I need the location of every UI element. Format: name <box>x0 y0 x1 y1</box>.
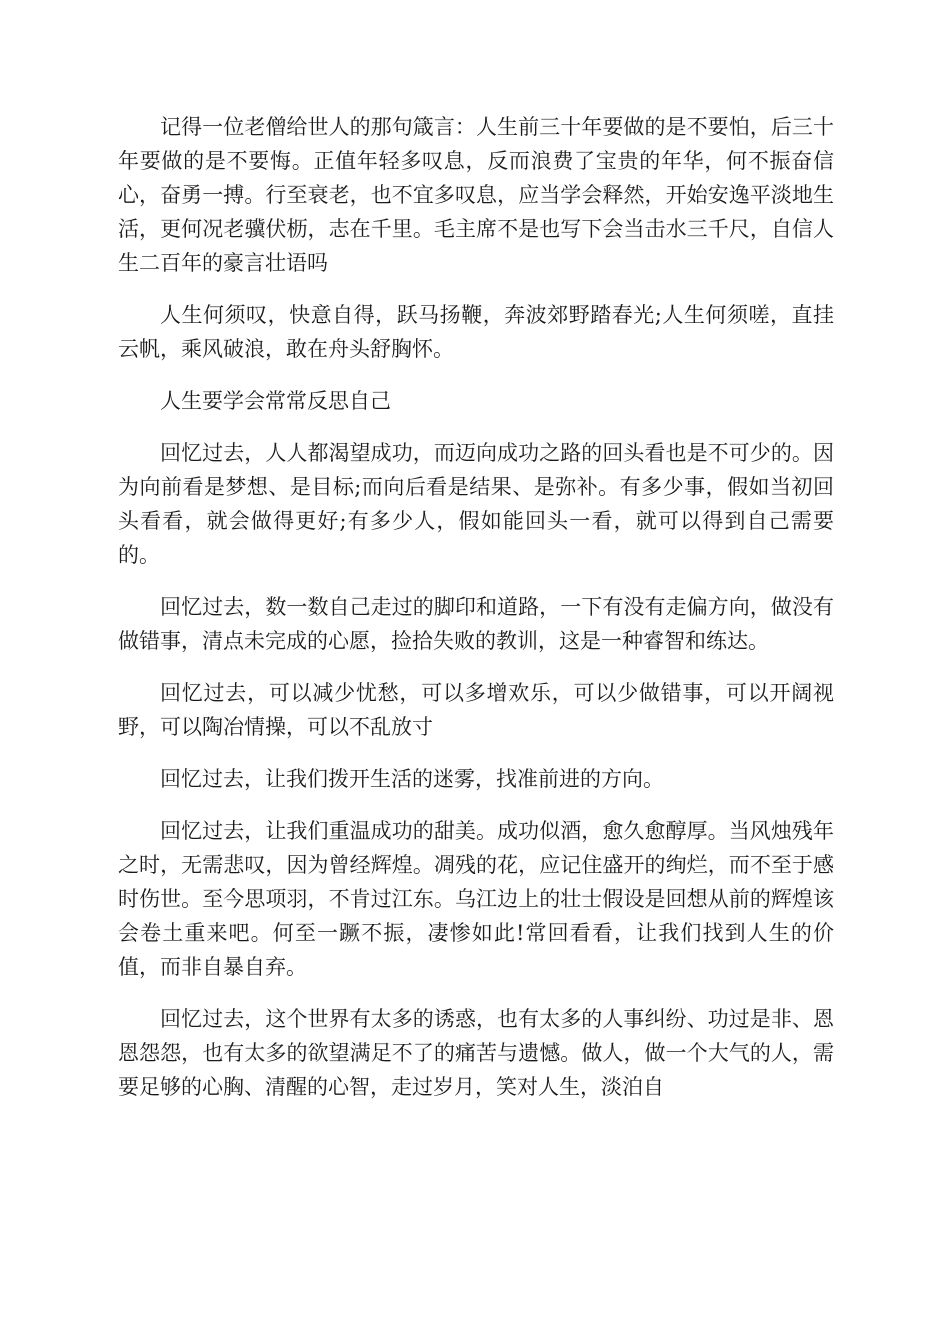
paragraph-9: 回忆过去，这个世界有太多的诱惑，也有太多的人事纠纷、功过是非、恩恩怨怨，也有太多的欲望满足不了的痛苦与遗憾。做人，做一个大气的人，需要足够的心胸、清醒的心智，走过岁月，笑对人生，淡泊自 <box>118 1007 834 1099</box>
paragraph-5: 回忆过去，数一数自己走过的脚印和道路，一下有没有走偏方向，做没有做错事，清点未完成的心愿，捡拾失败的教训，这是一种睿智和练达。 <box>118 595 834 653</box>
paragraph-7: 回忆过去，让我们拨开生活的迷雾，找准前进的方向。 <box>160 767 664 791</box>
paragraph-4: 回忆过去，人人都渴望成功，而迈向成功之路的回头看也是不可少的。因为向前看是梦想、是目标;而向后看是结果、是弥补。有多少事，假如当初回头看看，就会做得更好;有多少人，假如能回头一看，就可以得到自己需要的。 <box>118 441 834 567</box>
paragraph-6: 回忆过去，可以减少忧愁，可以多增欢乐，可以少做错事，可以开阔视野，可以陶冶情操，可以不乱放寸 <box>118 681 834 739</box>
paragraph-3: 人生要学会常常反思自己 <box>160 389 391 413</box>
paragraph-8: 回忆过去，让我们重温成功的甜美。成功似酒，愈久愈醇厚。当风烛残年之时，无需悲叹，因为曾经辉煌。凋残的花，应记住盛开的绚烂，而不至于感时伤世。至今思项羽，不肯过江东。乌江边上的壮士假设是回想从前的辉煌该会卷土重来吧。何至一蹶不振，凄惨如此!常回看看，让我们找到人生的价值，而非自暴自弃。 <box>118 819 834 979</box>
paragraph-1: 记得一位老僧给世人的那句箴言：人生前三十年要做的是不要怕，后三十年要做的是不要悔。正值年轻多叹息，反而浪费了宝贵的年华，何不振奋信心，奋勇一搏。行至衰老，也不宜多叹息，应当学会释然，开始安逸平淡地生活，更何况老骥伏枥，志在千里。毛主席不是也写下会当击水三千尺，自信人生二百年的豪言壮语吗 <box>118 115 834 275</box>
document-page <box>118 110 834 1122</box>
paragraph-2: 人生何须叹，快意自得，跃马扬鞭，奔波郊野踏春光;人生何须嗟，直挂云帆，乘风破浪，敢在舟头舒胸怀。 <box>118 303 834 361</box>
